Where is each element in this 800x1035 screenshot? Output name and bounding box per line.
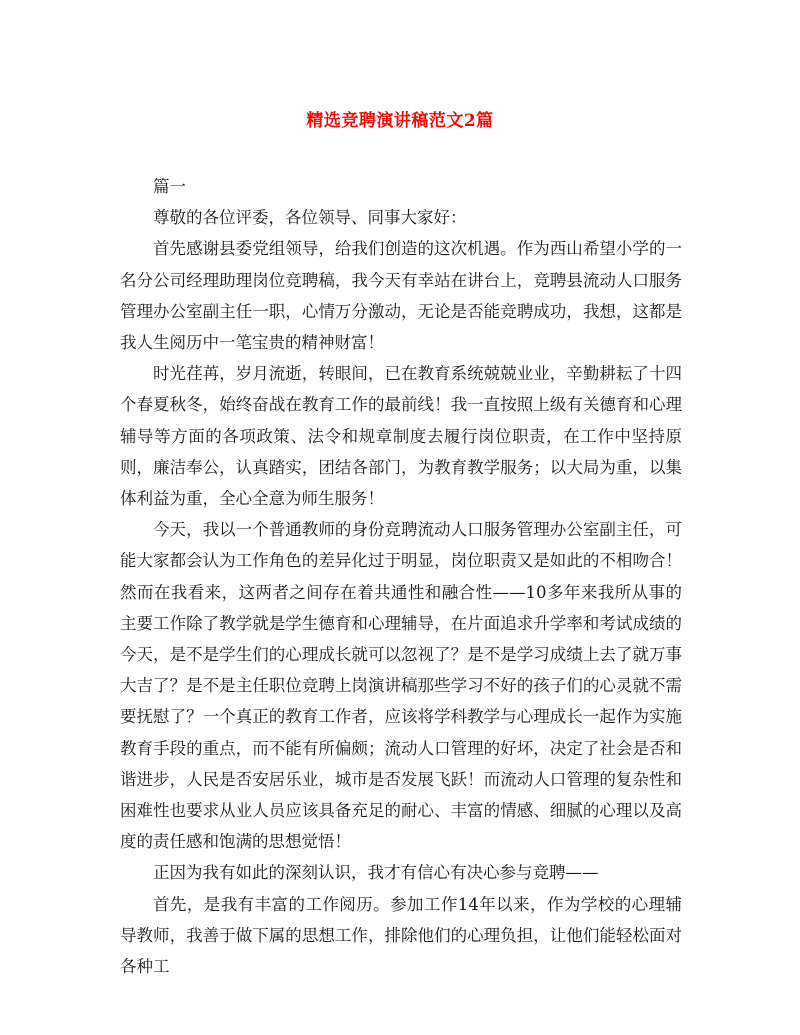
document-body [120,171,682,982]
paragraph-section-heading: 篇一 [153,177,186,196]
paragraph-salutation: 尊敬的各位评委，各位领导、同事大家好： [153,208,467,228]
paragraph: 时光荏苒，岁月流逝，转眼间，已在教育系统兢兢业业，辛勤耕耘了十四个春夏秋冬，始终奋战在教育工作的最前线！我一直按照上级有关德育和心理辅导等方面的各项政策、法令和规章制度去履行岗位职责，在工作中坚持原则，廉洁奉公，认真踏实，团结各部门，为教育教学服务；以大局为重，以集体利益为重，全心全意为师生服务！ [120,364,682,509]
paragraph: 今天，我以一个普通教师的身份竞聘流动人口服务管理办公室副主任，可能大家都会认为工作角色的差异化过于明显，岗位职责又是如此的不相吻合！然而在我看来，这两者之间存在着共通性和融合性——10多年来我所从事的主要工作除了教学就是学生德育和心理辅导，在片面追求升学率和考试成绩的今天，是不是学生们的心理成长就可以忽视了？是不是学习成绩上去了就万事大吉了？是不是主任职位竞聘上岗演讲稿那些学习不好的孩子们的心灵就不需要抚慰了？一个真正的教育工作者，应该将学科教学与心理成长一起作为实施教育手段的重点，而不能有所偏颇；流动人口管理的好坏，决定了社会是否和谐进步，人民是否安居乐业，城市是否发展飞跃！而流动人口管理的复杂性和困难性也要求从业人员应该具备充足的耐心、丰富的情感、细腻的心理以及高度的责任感和饱满的思想觉悟！ [120,520,682,852]
paragraph: 正因为我有如此的深刻认识，我才有信心有决心参与竞聘—— [153,863,599,883]
paragraph: 首先，是我有丰富的工作阅历。参加工作14年以来，作为学校的心理辅导教师，我善于做下属的思想工作，排除他们的心理负担，让他们能轻松面对各种工 [120,894,682,977]
paragraph: 首先感谢县委党组领导，给我们创造的这次机遇。作为西山希望小学的一名分公司经理助理岗位竞聘稿，我今天有幸站在讲台上，竞聘县流动人口服务管理办公室副主任一职，心情万分激动，无论是否能竞聘成功，我想，这都是我人生阅历中一笔宝贵的精神财富！ [120,239,682,353]
document-title: 精选竞聘演讲稿范文2篇 [306,111,494,131]
